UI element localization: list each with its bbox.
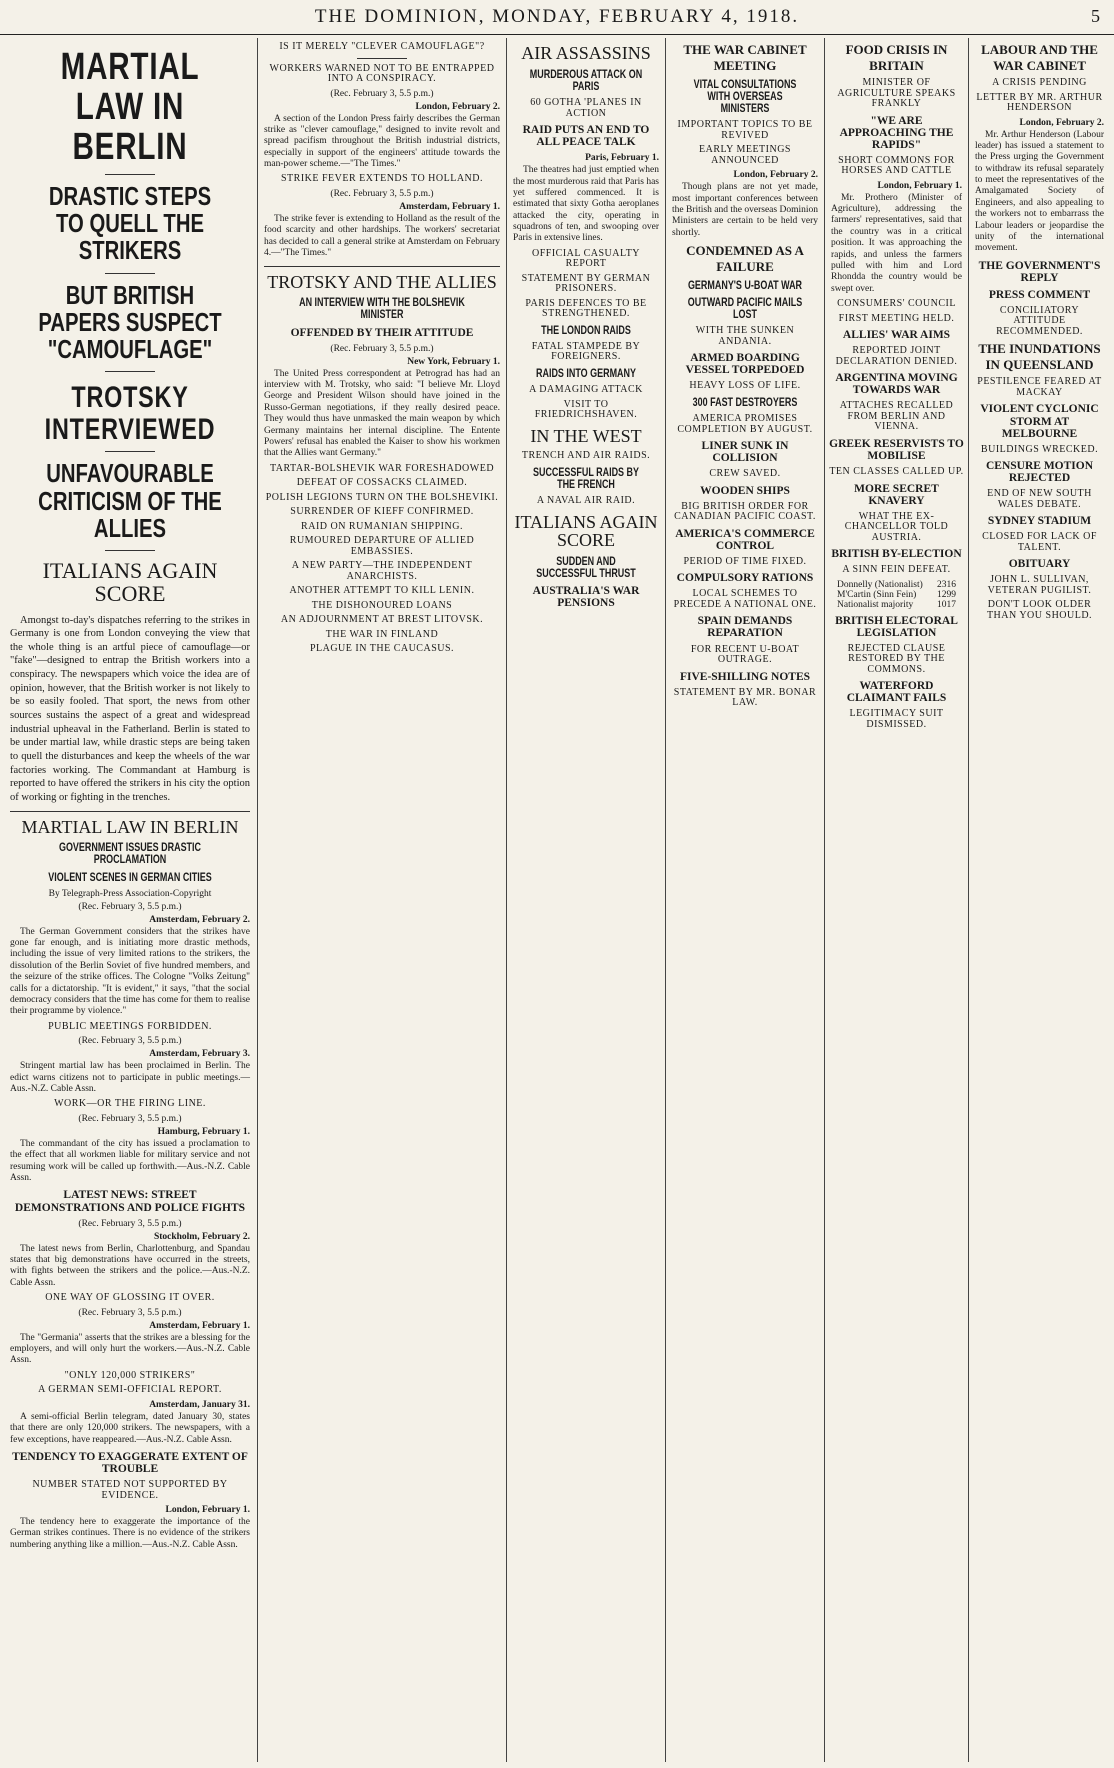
divider: [105, 550, 155, 551]
dateline: Stockholm, February 2.: [153, 1231, 250, 1242]
section-heading: LATEST NEWS: STREET DEMONSTRATIONS AND POLICE FIGHTS: [14, 1189, 246, 1214]
section-heading: IS IT MERELY "CLEVER CAMOUFLAGE"?: [279, 41, 485, 52]
received-line: (Rec. February 3, 5.5 p.m.): [78, 901, 182, 912]
section-heading: ITALIANS AGAIN SCORE: [514, 511, 658, 551]
section-heading: LINER SUNK IN COLLISION: [701, 440, 789, 465]
section-heading: STATEMENT BY GERMAN PRISONERS.: [521, 272, 651, 295]
section-subheading: 60 GOTHA 'PLANES IN ACTION: [530, 97, 642, 119]
section-subheading: TEN CLASSES CALLED UP.: [829, 466, 964, 478]
result-row: M'Cartin (Sinn Fein) 1299: [837, 589, 956, 600]
column-4: [668, 38, 822, 1762]
section-heading: CONDEMNED AS A FAILURE: [686, 243, 804, 275]
section-heading: TROTSKY AND THE ALLIES: [267, 271, 497, 292]
section-heading: BRITISH ELECTORAL LEGISLATION: [835, 614, 958, 639]
dateline: Amsterdam, February 1.: [149, 1320, 250, 1331]
section-subheading: TRENCH AND AIR RAIDS.: [521, 450, 651, 462]
section-heading: SYDNEY STADIUM: [987, 515, 1092, 528]
section-subheading: MURDEROUS ATTACK ON PARIS: [529, 68, 643, 93]
section-heading: THE DISHONOURED LOANS: [311, 599, 453, 611]
divider: [105, 273, 155, 274]
columns: [6, 38, 1108, 1762]
article-body: The commandant of the city has issued a proclamation to the effect that all workmen liable for military service and not resuming work will be called up forthwith.—Aus.-N.Z. Cable Assn.: [10, 1138, 250, 1184]
column-rule: [968, 38, 969, 1762]
section-subheading: CLOSED FOR LACK OF TALENT.: [982, 531, 1097, 553]
section-heading: PUBLIC MEETINGS FORBIDDEN.: [48, 1020, 212, 1032]
section-subheading: WORKERS WARNED NOT TO BE ENTRAPPED INTO A CONSPIRACY.: [269, 62, 495, 84]
headline-italians: ITALIANS AGAIN SCORE: [42, 558, 218, 607]
dateline: New York, February 1.: [407, 356, 500, 367]
column-rule: [824, 38, 825, 1762]
section-heading: A NEW PARTY—THE INDEPENDENT ANARCHISTS.: [291, 560, 473, 582]
section-heading: TENDENCY TO EXAGGERATE EXTENT OF TROUBLE: [12, 1450, 248, 1476]
section-subheading: OFFENDED BY THEIR ATTITUDE: [290, 326, 474, 339]
column-rule: [665, 38, 666, 1762]
section-heading: VIOLENT CYCLONIC STORM AT MELBOURNE: [980, 403, 1099, 440]
section-subheading: AMERICA PROMISES COMPLETION BY AUGUST.: [677, 413, 813, 435]
section-heading: THE INUNDATIONS IN QUEENSLAND: [978, 341, 1101, 373]
section-heading: GREEK RESERVISTS TO MOBILISE: [829, 437, 964, 462]
section-subheading: SHORT COMMONS FOR HORSES AND CATTLE: [838, 154, 955, 177]
dateline: London, February 2.: [733, 170, 818, 181]
section-heading: FIVE-SHILLING NOTES: [679, 670, 811, 683]
dateline: Amsterdam, February 2.: [149, 914, 250, 925]
section-heading: THE WAR CABINET MEETING: [683, 42, 807, 73]
section-heading: ARMED BOARDING VESSEL TORPEDOED: [685, 352, 805, 377]
section-heading: ANOTHER ATTEMPT TO KILL LENIN.: [289, 585, 475, 597]
article-body: The United Press correspondent at Petrograd has had an interview with M. Trotsky, who said: "I believe Mr. Lloyd George and President Wilson should have joined in the Russo-German negotiations, if they really desired peace. They would thus have unmasked the main weapon by which Germany maintains her internal discipline. The Entente Powers' refusal has enabled the Kaiser to show his workmen that the Allies want Germany.": [264, 368, 500, 459]
section-subheading: HEAVY LOSS OF LIFE.: [689, 380, 801, 392]
section-heading: WORK—OR THE FIRING LINE.: [54, 1098, 206, 1110]
section-heading: AN ADJOURNMENT AT BREST LITOVSK.: [280, 614, 484, 626]
section-heading: IN THE WEST: [530, 425, 642, 446]
section-heading: THE GOVERNMENT'S REPLY: [978, 259, 1101, 284]
section-heading: OUTWARD PACIFIC MAILS LOST: [687, 297, 803, 322]
election-results: [837, 580, 956, 610]
dateline: Amsterdam, February 3.: [149, 1049, 250, 1060]
section-subheading: CREW SAVED.: [709, 468, 781, 480]
received-line: (Rec. February 3, 5.5 p.m.): [78, 1307, 182, 1318]
section-subheading: NUMBER STATED NOT SUPPORTED BY EVIDENCE.: [32, 1479, 228, 1501]
section-heading: THE LONDON RAIDS: [541, 324, 631, 337]
section-subheading: FIRST MEETING HELD.: [838, 312, 955, 324]
section-heading: THE WAR IN FINLAND: [325, 628, 439, 640]
section-subheading: A DAMAGING ATTACK: [529, 384, 643, 395]
section-heading: SPAIN DEMANDS REPARATION: [697, 615, 793, 640]
section-subheading: GERMANY'S U-BOAT WAR: [687, 280, 803, 293]
divider: [357, 58, 407, 59]
article-body: The "Germania" asserts that the strikes are a blessing for the employers, and will only hurt the workers.—Aus.-N.Z. Cable Assn.: [10, 1332, 250, 1366]
headline-martial-law: MARTIAL LAW IN BERLIN: [60, 46, 200, 168]
section-heading: DEFEAT OF COSSACKS CLAIMED.: [296, 477, 468, 489]
divider: [264, 266, 500, 267]
divider: [105, 174, 155, 175]
column-rule: [506, 38, 507, 1762]
column-rule: [257, 38, 258, 1762]
section-heading: CENSURE MOTION REJECTED: [985, 460, 1094, 485]
section-heading: FOOD CRISIS IN BRITAIN: [845, 42, 948, 73]
section-heading: WOODEN SHIPS: [700, 484, 790, 497]
section-subheading: REPORTED JOINT DECLARATION DENIED.: [835, 345, 958, 367]
section-heading: LABOUR AND THE WAR CABINET: [981, 42, 1098, 73]
dateline: London, February 1.: [165, 1505, 250, 1516]
advertisement-heading: DON'T LOOK OLDER THAN YOU SHOULD.: [986, 599, 1093, 621]
section-subheading: VIOLENT SCENES IN GERMAN CITIES: [48, 871, 212, 884]
headline-drastic-steps: DRASTIC STEPS TO QUELL THE STRIKERS: [48, 180, 212, 266]
article-body: The tendency here to exaggerate the importance of the German strikes continues. There is no evidence of the strikers numbering anything like a million.—Aus.-N.Z. Cable Assn.: [10, 1517, 250, 1550]
section-subheading: LEGITIMACY SUIT DISMISSED.: [849, 708, 944, 730]
received-line: (Rec. February 3, 5.5 p.m.): [78, 1036, 182, 1047]
dateline: London, February 1.: [877, 180, 962, 191]
section-subheading: STATEMENT BY MR. BONAR LAW.: [673, 686, 817, 709]
column-5: [827, 38, 966, 1762]
dateline: London, February 2.: [1019, 117, 1104, 128]
article-body: Though plans are not yet made, most important conferences between the British and the overseas Dominion Ministers are certain to be held very shortly.: [672, 182, 818, 238]
section-subheading: WHAT THE EX-CHANCELLOR TOLD AUSTRIA.: [844, 510, 949, 543]
section-heading: COMPULSORY RATIONS: [676, 572, 814, 585]
section-subheading: FATAL STAMPEDE BY FOREIGNERS.: [531, 340, 641, 363]
article-body: A section of the London Press fairly describes the German strike as "clever camouflage," designed to invite revolt and spread pacifism throughout the British industrial districts, especially in support of the engineers' attitude towards the man-power scheme.—"The Times.": [264, 113, 500, 170]
section-subheading: JOHN L. SULLIVAN, VETERAN PUGILIST.: [987, 574, 1092, 596]
headline-trotsky: TROTSKY INTERVIEWED: [44, 381, 216, 446]
article-body: The German Government considers that the strikes have gone far enough, and is initiating more drastic methods, including the issue of very limited rations to the strikers, the dissolution of the Berlin Soviet of five hundred members, and the seizure of the strike offices. The Cologne "Volks Zeitung" calls for a dictatorship. "It is evident," it says, "that the social democracy considers that the time has come for them to realise their programme by violence.": [10, 926, 250, 1017]
received-line: (Rec. February 3, 5.5 p.m.): [78, 1113, 182, 1124]
section-heading: SUCCESSFUL RAIDS BY THE FRENCH: [532, 466, 639, 491]
lead-article: Amongst to-day's dispatches referring to the strikes in Germany is one from London conveying the view that the whole thing is an artful piece of camouflage—or "fake"—designed to entrap the British workers into a conspiracy. The newspapers which voice the idea are of opinion, however, that the British worker is not likely to be so easily fooled. That sport, the news from other sources sustains the aspect of a great and widespread industrial upheaval in the Fatherland. Berlin is stated to be under martial law, while drastic steps are being taken to quell the disturbances and keep the wheels of the war factories working. The Commandant at Hamburg is reported to have offered the strikers in his city the option of working or fighting in the trenches.: [10, 614, 250, 803]
column-6: [971, 38, 1108, 1762]
result-row: Nationalist majority 1017: [837, 599, 956, 610]
section-heading: TARTAR-BOLSHEVIK WAR FORESHADOWED: [269, 462, 495, 474]
section-subheading: WITH THE SUNKEN ANDANIA.: [695, 325, 795, 347]
section-heading: ONE WAY OF GLOSSING IT OVER.: [45, 1292, 215, 1304]
section-heading: POLISH LEGIONS TURN ON THE BOLSHEVIKI.: [265, 491, 499, 503]
divider: [105, 371, 155, 372]
section-subheading: MINISTER OF AGRICULTURE SPEAKS FRANKLY: [837, 77, 956, 109]
received-line: (Rec. February 3, 5.5 p.m.): [330, 343, 434, 354]
section-heading: CONSUMERS' COUNCIL: [837, 298, 956, 310]
section-subheading: "WE ARE APPROACHING THE RAPIDS": [839, 114, 954, 151]
article-body: The strike fever is extending to Holland as the result of the food scarcity and other hardships. The workers' secretariat has decided to call a general strike at Amsterdam on February 4.—"The Times.": [264, 213, 500, 259]
dateline: Paris, February 1.: [585, 153, 659, 164]
column-3: [509, 38, 663, 1762]
section-heading: 300 FAST DESTROYERS: [692, 396, 798, 409]
byline: By Telegraph-Press Association-Copyright: [48, 888, 212, 899]
divider: [10, 811, 250, 812]
headline-camouflage: BUT BRITISH PAPERS SUSPECT "CAMOUFLAGE": [38, 279, 222, 365]
section-subheading: SUDDEN AND SUCCESSFUL THRUST: [536, 556, 636, 581]
section-subheading: VITAL CONSULTATIONS WITH OVERSEAS MINISTERS: [693, 79, 797, 116]
section-subheading: END OF NEW SOUTH WALES DEBATE.: [987, 488, 1092, 510]
received-line: (Rec. February 3, 5.5 p.m.): [78, 1218, 182, 1229]
dateline: Hamburg, February 1.: [157, 1126, 250, 1137]
article-body: Mr. Prothero (Minister of Agriculture), addressing the farmers' representatives, said that the country was in a critical position. It was approaching the rapids, and unless the farmers pulled with him and Lord Rhondda the country would be swept over.: [831, 192, 962, 294]
divider: [105, 451, 155, 452]
section-heading: WATERFORD CLAIMANT FAILS: [846, 680, 947, 705]
article-body: Stringent martial law has been proclaimed in Berlin. The edict warns citizens not to participate in public meetings.—Aus.-N.Z. Cable Assn.: [10, 1061, 250, 1094]
headline-criticism: UNFAVOURABLE CRITICISM OF THE ALLIES: [38, 458, 222, 544]
section-subheading: A GERMAN SEMI-OFFICIAL REPORT.: [38, 1384, 222, 1396]
section-heading: VISIT TO FRIEDRICHSHAVEN.: [534, 398, 638, 420]
section-subheading: AN INTERVIEW WITH THE BOLSHEVIK MINISTER: [299, 297, 465, 322]
section-heading: MARTIAL LAW IN BERLIN: [21, 816, 239, 837]
masthead: [0, 0, 1114, 35]
section-heading: RAIDS INTO GERMANY: [535, 367, 637, 380]
result-row: Donnelly (Nationalist) 2316: [837, 579, 956, 590]
article-body: The latest news from Berlin, Charlottenburg, and Spandau states that big demonstrations have occurred in the streets, with fights between the strikers and the police.—Aus.-N.Z. Cable Assn.: [10, 1243, 250, 1288]
section-heading: STRIKE FEVER EXTENDS TO HOLLAND.: [280, 173, 483, 185]
section-subheading: BUILDINGS WRECKED.: [980, 443, 1099, 455]
section-subheading: REJECTED CLAUSE RESTORED BY THE COMMONS.: [847, 642, 946, 675]
section-subheading: BIG BRITISH ORDER FOR CANADIAN PACIFIC COAST.: [674, 500, 816, 523]
section-heading: BRITISH BY-ELECTION: [831, 548, 962, 561]
article-body: A semi-official Berlin telegram, dated January 30, states that there are only 120,000 strikers. The newspapers, with a few exceptions, have reappeared.—Aus.-N.Z. Cable Assn.: [10, 1411, 250, 1445]
section-subheading: A CRISIS PENDING: [992, 77, 1087, 88]
section-heading: AUSTRALIA'S WAR PENSIONS: [532, 585, 640, 610]
received-line: (Rec. February 3, 5.5 p.m.): [330, 188, 434, 199]
section-subheading: PESTILENCE FEARED AT MACKAY: [977, 376, 1102, 398]
section-subheading: A SINN FEIN DEFEAT.: [842, 564, 951, 576]
section-heading: A NAVAL AIR RAID.: [536, 495, 636, 507]
section-heading: "ONLY 120,000 STRIKERS": [64, 1369, 196, 1381]
section-subheading: LOCAL SCHEMES TO PRECEDE A NATIONAL ONE.: [673, 588, 817, 610]
section-heading: MORE SECRET KNAVERY: [854, 482, 939, 507]
section-heading: SURRENDER OF KIEFF CONFIRMED.: [290, 506, 474, 518]
article-body: The theatres had just emptied when the most murderous raid that Paris has yet suffered commenced. It is estimated that sixty Gotha aeroplanes attacked the city, operating in squadrons of ten, and swooping over Paris in extensive lines.: [513, 165, 659, 244]
article-body: Mr. Arthur Henderson (Labour leader) has issued a statement to the Press urging the Government to withdraw its refusal separately to meet the representatives of the Amalgamated Society of Engineers, and also appealing to the workers not to embarrass the Labour leaders or jeopardise the unity of the international movement.: [975, 129, 1104, 254]
section-heading: OBITUARY: [1008, 558, 1071, 571]
dateline: London, February 2.: [415, 101, 500, 112]
column-1: [6, 38, 254, 1762]
section-subheading: ATTACHES RECALLED FROM BERLIN AND VIENNA.: [839, 400, 954, 433]
section-heading: OFFICIAL CASUALTY REPORT: [531, 247, 641, 270]
page-number: 5: [1091, 6, 1100, 26]
dateline: Amsterdam, February 1.: [399, 201, 500, 212]
section-subheading: RAID PUTS AN END TO ALL PEACE TALK: [522, 124, 650, 149]
section-heading: RAID ON RUMANIAN SHIPPING.: [301, 520, 463, 532]
section-subheading: CONCILIATORY ATTITUDE RECOMMENDED.: [996, 304, 1083, 337]
section-subheading: EARLY MEETINGS ANNOUNCED: [698, 144, 791, 166]
section-heading: AMERICA'S COMMERCE CONTROL: [675, 527, 815, 552]
received-line: (Rec. February 3, 5.5 p.m.): [330, 88, 434, 99]
section-subheading: FOR RECENT U-BOAT OUTRAGE.: [690, 643, 800, 666]
section-subheading: PERIOD OF TIME FIXED.: [683, 555, 807, 567]
section-subheading: IMPORTANT TOPICS TO BE REVIVED: [677, 119, 813, 141]
dateline: Amsterdam, January 31.: [149, 1399, 250, 1410]
section-heading: PRESS COMMENT: [988, 288, 1091, 301]
section-heading: ARGENTINA MOVING TOWARDS WAR: [835, 372, 958, 397]
section-heading: AIR ASSASSINS: [521, 43, 651, 63]
section-heading: PLAGUE IN THE CAUCASUS.: [309, 643, 455, 655]
section-heading: PARIS DEFENCES TO BE STRENGTHENED.: [525, 297, 647, 320]
section-heading: RUMOURED DEPARTURE OF ALLIED EMBASSIES.: [289, 535, 475, 557]
section-subheading: LETTER BY MR. ARTHUR HENDERSON: [976, 91, 1103, 113]
section-heading: ALLIES' WAR AIMS: [842, 329, 951, 342]
masthead-title: THE DOMINION, MONDAY, FEBRUARY 4, 1918.: [314, 6, 800, 27]
column-2: [260, 38, 504, 1762]
section-subheading: GOVERNMENT ISSUES DRASTIC PROCLAMATION: [58, 842, 202, 867]
